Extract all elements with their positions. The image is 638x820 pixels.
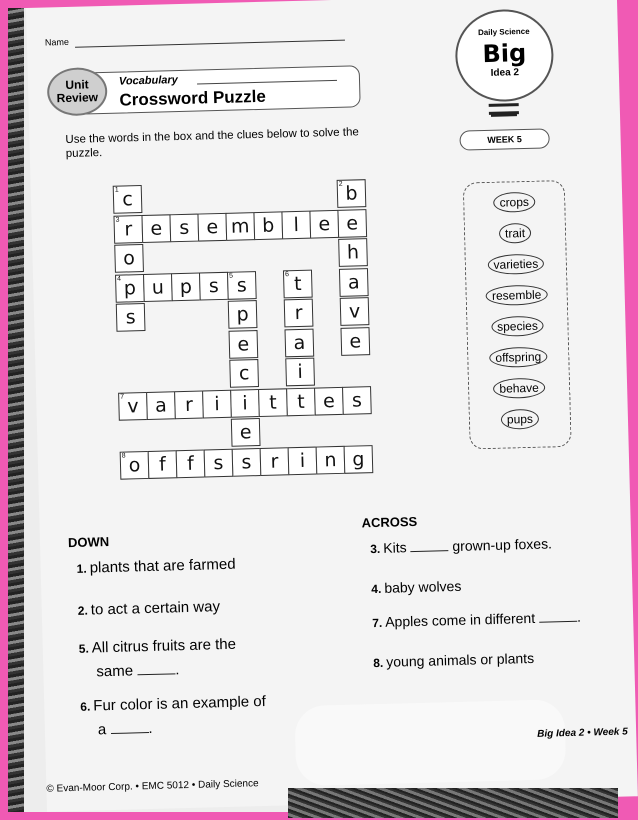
crossword-cell[interactable] (116, 303, 146, 332)
clue-number: 4. (371, 581, 382, 597)
word-box-item (466, 284, 566, 307)
handwritten-letter: e (318, 212, 331, 235)
handwritten-letter: s (179, 216, 190, 239)
crossword-cell[interactable] (228, 300, 258, 329)
clue-text: young animals or plants (386, 649, 535, 670)
handwritten-letter: f (158, 452, 167, 476)
clue-number: 5. (78, 641, 89, 656)
crossword-cell[interactable] (113, 185, 143, 214)
crossword-cell[interactable] (260, 447, 290, 476)
handwritten-letter: e (239, 421, 252, 444)
clue-text: baby wolves (384, 577, 462, 596)
crossword-cell[interactable] (316, 445, 346, 474)
across-clue-8 (373, 647, 534, 675)
crossword-cell[interactable] (285, 358, 315, 387)
clue-text-after: grown-up foxes. (452, 535, 553, 555)
handwritten-letter: m (230, 214, 250, 238)
handwritten-letter: s (241, 450, 252, 474)
clue-number: 7. (372, 615, 383, 631)
handwritten-letter: g (352, 447, 365, 471)
crossword-cell[interactable] (174, 390, 204, 419)
crossword-cell[interactable] (231, 418, 261, 447)
word-box-item (468, 346, 568, 369)
crossword-cell[interactable] (225, 212, 255, 241)
circled-word: varieties (487, 254, 544, 275)
handwritten-letter: s (125, 306, 136, 329)
week-badge: WEEK 5 (459, 128, 549, 150)
idea-label: Idea 2 (490, 67, 520, 79)
handwritten-letter: b (261, 214, 275, 237)
crossword-cell[interactable] (340, 297, 370, 326)
bulb-base-lower (491, 113, 517, 120)
handwritten-letter: a (347, 270, 360, 294)
crossword-cell[interactable] (113, 215, 143, 244)
crossword-cell[interactable] (253, 211, 283, 240)
crossword-cell[interactable] (258, 388, 288, 417)
crossword-cell[interactable] (281, 210, 311, 239)
answer-blank (110, 720, 148, 734)
circled-word: species (491, 316, 544, 337)
word-box-item (467, 315, 567, 338)
title-banner (56, 65, 361, 115)
handwritten-letter: a (154, 393, 168, 417)
handwritten-letter: p (179, 275, 193, 298)
background-texture (288, 788, 618, 818)
glare (294, 699, 566, 786)
crossword-cell[interactable] (171, 272, 201, 301)
word-box-item (469, 377, 569, 400)
crossword-cell[interactable] (202, 389, 232, 418)
clue-continuation: a (97, 721, 107, 739)
crossword-cell[interactable] (340, 327, 370, 356)
down-heading: DOWN (67, 534, 110, 551)
handwritten-letter: s (213, 451, 224, 474)
clue-text: plants that are farmed (89, 555, 236, 577)
handwritten-letter: c (122, 188, 134, 211)
handwritten-letter: e (349, 329, 362, 353)
handwritten-letter: i (241, 391, 248, 414)
word-box-item (465, 222, 565, 245)
clue-text: All citrus fruits are the (91, 635, 237, 657)
vocabulary-label: Vocabulary (118, 74, 179, 88)
handwritten-letter: r (270, 450, 279, 473)
handwritten-letter: v (348, 300, 361, 323)
answer-blank (137, 661, 175, 675)
crossword-cell[interactable] (141, 214, 171, 243)
worksheet-sheet (26, 0, 638, 812)
handwritten-letter: o (122, 247, 136, 270)
handwritten-letter: i (299, 449, 306, 472)
across-clue-3 (370, 532, 552, 561)
clue-number: 1. (76, 561, 87, 576)
circled-word: crops (493, 192, 535, 213)
answer-blank (410, 538, 448, 552)
crossword-cell[interactable] (115, 274, 145, 303)
clue-continuation: same (96, 662, 134, 681)
crossword-cell[interactable] (337, 209, 367, 238)
daily-science-label: Daily Science (477, 26, 530, 38)
crossword-cell[interactable] (314, 386, 344, 415)
handwritten-letter: p (123, 276, 137, 300)
unit-review-badge (47, 67, 108, 117)
clue-number-label: 4 (117, 275, 122, 283)
crossword-cell[interactable] (118, 391, 148, 420)
handwritten-letter: e (206, 215, 219, 238)
across-clue-4 (371, 575, 462, 601)
crossword-cell[interactable] (286, 387, 316, 416)
crossword-cell[interactable] (284, 299, 314, 328)
crossword-cell[interactable] (342, 386, 372, 415)
crossword-cell[interactable] (197, 212, 227, 241)
handwritten-letter: s (351, 388, 363, 412)
handwritten-letter: s (236, 273, 248, 297)
clue-text: to act a certain way (90, 598, 221, 619)
clue-text: Apples come in different (384, 609, 536, 630)
crossword-cell[interactable] (337, 179, 367, 208)
crossword-cell[interactable] (229, 359, 259, 388)
handwritten-letter: f (186, 452, 195, 475)
clue-number-label: 5 (228, 272, 234, 280)
big-label: Big (482, 38, 527, 69)
down-clue-1 (76, 553, 236, 581)
handwritten-letter: e (150, 217, 163, 240)
crossword-cell[interactable] (176, 449, 206, 478)
crossword-cell[interactable] (204, 448, 234, 477)
clue-number: 2. (77, 603, 88, 618)
worksheet-photo (8, 8, 628, 812)
clue-text: Fur color is an example of (93, 692, 267, 715)
word-box-item (466, 253, 566, 276)
circled-word: behave (493, 378, 545, 399)
handwritten-letter: r (124, 217, 133, 240)
footer-week: Big Idea 2 • Week 5 (537, 726, 628, 740)
handwritten-letter: t (293, 272, 302, 295)
handwritten-letter: v (127, 394, 139, 417)
circled-word: offspring (489, 346, 547, 368)
crossword-cell[interactable] (169, 213, 199, 242)
crossword-cell[interactable] (143, 273, 173, 302)
down-clue-6: 6. Fur color is an example of a . (80, 692, 267, 739)
handwritten-letter: e (346, 211, 359, 235)
circled-word: resemble (486, 284, 548, 306)
crossword-cell[interactable] (339, 268, 369, 297)
footer-copyright: © Evan-Moor Corp. • EMC 5012 • Daily Science (46, 778, 259, 795)
handwritten-letter: p (236, 303, 249, 326)
handwritten-letter: o (128, 453, 141, 476)
crossword-cell[interactable] (309, 209, 339, 238)
down-clue-5: 5. All citrus fruits are the same . (78, 635, 237, 681)
handwritten-letter: s (208, 274, 220, 297)
handwritten-letter: c (238, 362, 250, 385)
crossword-cell[interactable] (114, 244, 144, 273)
clue-number: 3. (370, 541, 381, 557)
crossword-cell[interactable] (229, 330, 259, 359)
binding-edge (8, 8, 24, 812)
answer-blank (539, 609, 577, 623)
clue-number: 8. (373, 655, 384, 671)
crossword-cell[interactable] (227, 271, 257, 300)
crossword-cell[interactable] (148, 450, 178, 479)
big-idea-bulb (446, 8, 560, 171)
across-clue-7: 7. Apples come in different . (372, 608, 582, 631)
vocabulary-line (197, 80, 337, 85)
crossword-cell[interactable] (338, 238, 368, 267)
crossword-cell[interactable] (230, 389, 260, 418)
handwritten-letter: b (345, 182, 358, 205)
badge-line-2: Review (56, 90, 99, 106)
crossword-cell[interactable] (288, 446, 318, 475)
clue-number: 6. (80, 699, 91, 714)
handwritten-letter: e (322, 389, 336, 412)
across-heading: ACROSS (361, 513, 418, 531)
handwritten-letter: e (237, 332, 250, 356)
clue-number-label: 1 (114, 186, 119, 194)
word-box-item (464, 191, 564, 214)
name-label: Name (44, 36, 70, 48)
clue-text: Kits (383, 539, 407, 556)
handwritten-letter: n (324, 448, 337, 471)
handwritten-letter: i (297, 360, 304, 384)
handwritten-letter: t (268, 391, 277, 414)
clue-number-label: 3 (115, 216, 120, 224)
down-clue-2 (77, 595, 220, 623)
handwritten-letter: u (151, 275, 165, 299)
handwritten-letter: a (293, 331, 306, 354)
handwritten-letter: r (184, 393, 194, 416)
crossword-cell[interactable] (120, 450, 150, 479)
handwritten-letter: l (293, 213, 300, 236)
handwritten-letter: h (346, 241, 360, 264)
handwritten-letter: i (213, 392, 220, 415)
crossword-cell[interactable] (283, 269, 313, 298)
page-title: Crossword Puzzle (119, 86, 267, 110)
crossword-cell[interactable] (284, 328, 314, 357)
instructions: Use the words in the box and the clues below to solve the puzzle. (65, 126, 359, 161)
crossword-cell[interactable] (344, 445, 374, 474)
clue-number-label: 8 (121, 452, 126, 460)
clue-number-label: 2 (338, 180, 343, 188)
badge-line-1: Unit (65, 77, 89, 92)
clue-number-label: 7 (120, 393, 125, 401)
handwritten-letter: t (296, 390, 305, 413)
word-box (463, 180, 572, 450)
word-box-item (470, 408, 570, 431)
circled-word: trait (499, 223, 532, 244)
crossword-cell[interactable] (199, 271, 229, 300)
handwritten-letter: r (294, 301, 303, 325)
crossword-cell[interactable] (232, 448, 262, 477)
clue-number-label: 6 (284, 270, 290, 278)
crossword-cell[interactable] (146, 391, 176, 420)
circled-word: pups (501, 409, 540, 430)
name-line (75, 40, 345, 48)
